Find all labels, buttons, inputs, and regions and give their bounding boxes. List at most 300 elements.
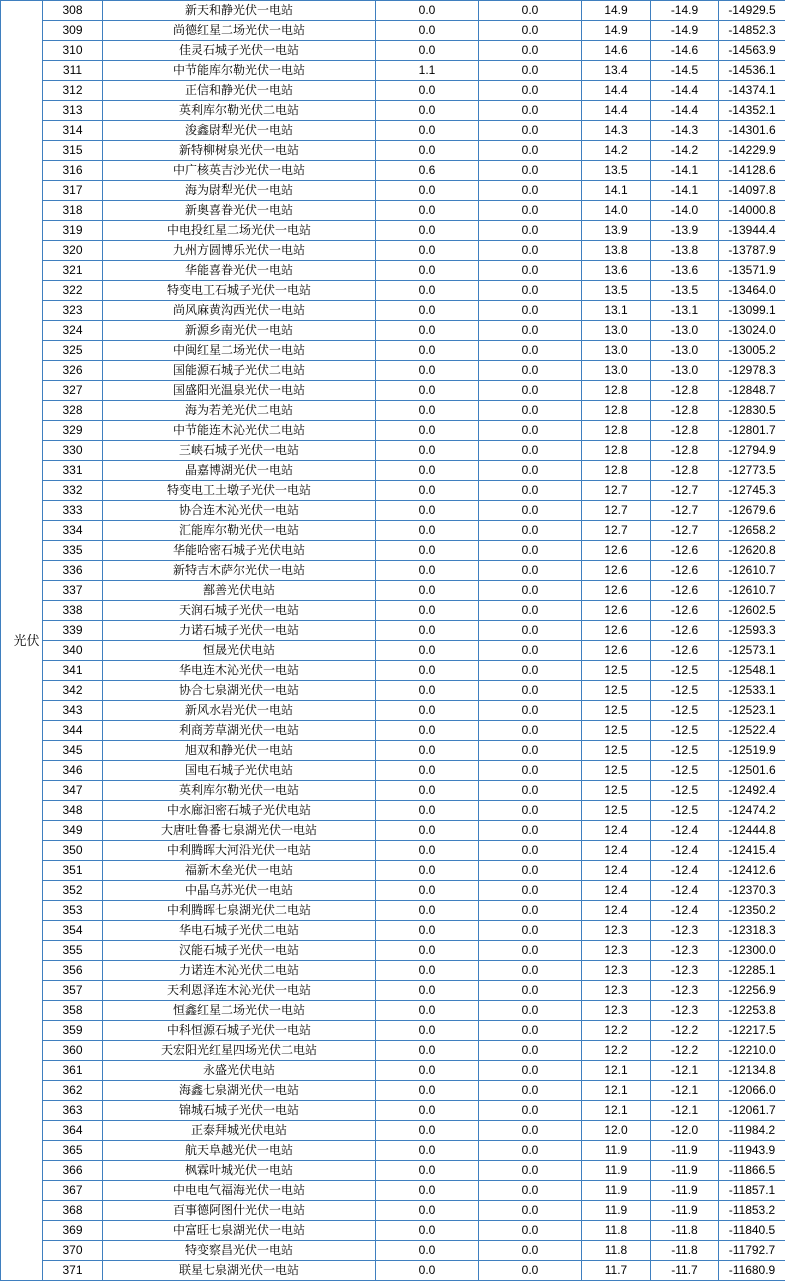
cell-value-1[interactable]: 0.0 [376, 81, 479, 101]
cell-value-3[interactable]: 12.8 [582, 381, 651, 401]
cell-index[interactable]: 312 [43, 81, 103, 101]
cell-index[interactable]: 354 [43, 921, 103, 941]
cell-value-5[interactable]: -12519.9 [719, 741, 785, 761]
cell-value-1[interactable]: 0.0 [376, 221, 479, 241]
cell-index[interactable]: 350 [43, 841, 103, 861]
cell-station-name[interactable]: 国盛阳光温泉光伏一电站 [103, 381, 376, 401]
cell-value-2[interactable]: 0.0 [479, 21, 582, 41]
cell-value-4[interactable]: -13.8 [651, 241, 719, 261]
cell-value-1[interactable]: 0.0 [376, 521, 479, 541]
cell-value-2[interactable]: 0.0 [479, 661, 582, 681]
cell-value-1[interactable]: 0.0 [376, 501, 479, 521]
cell-value-3[interactable]: 12.5 [582, 741, 651, 761]
cell-value-1[interactable]: 0.0 [376, 1081, 479, 1101]
cell-value-4[interactable]: -13.9 [651, 221, 719, 241]
table-row[interactable] [1, 1201, 785, 1221]
cell-value-4[interactable]: -11.7 [651, 1261, 719, 1281]
cell-value-1[interactable]: 0.0 [376, 801, 479, 821]
cell-value-3[interactable]: 14.6 [582, 41, 651, 61]
cell-index[interactable]: 338 [43, 601, 103, 621]
cell-value-5[interactable]: -12253.8 [719, 1001, 785, 1021]
cell-index[interactable]: 321 [43, 261, 103, 281]
cell-value-5[interactable]: -11866.5 [719, 1161, 785, 1181]
cell-index[interactable]: 316 [43, 161, 103, 181]
cell-value-1[interactable]: 0.0 [376, 621, 479, 641]
table-row[interactable] [1, 141, 785, 161]
cell-index[interactable]: 348 [43, 801, 103, 821]
cell-value-4[interactable]: -12.3 [651, 921, 719, 941]
cell-value-2[interactable]: 0.0 [479, 1161, 582, 1181]
cell-value-4[interactable]: -11.9 [651, 1161, 719, 1181]
table-row[interactable] [1, 221, 785, 241]
cell-index[interactable]: 369 [43, 1221, 103, 1241]
cell-value-5[interactable]: -11857.1 [719, 1181, 785, 1201]
cell-index[interactable]: 309 [43, 21, 103, 41]
cell-index[interactable]: 356 [43, 961, 103, 981]
cell-value-4[interactable]: -12.6 [651, 581, 719, 601]
cell-value-4[interactable]: -12.8 [651, 441, 719, 461]
cell-index[interactable]: 342 [43, 681, 103, 701]
cell-index[interactable]: 331 [43, 461, 103, 481]
cell-value-5[interactable]: -12548.1 [719, 661, 785, 681]
cell-value-2[interactable]: 0.0 [479, 381, 582, 401]
cell-value-3[interactable]: 12.8 [582, 461, 651, 481]
cell-index[interactable]: 361 [43, 1061, 103, 1081]
cell-value-2[interactable]: 0.0 [479, 561, 582, 581]
cell-value-2[interactable]: 0.0 [479, 741, 582, 761]
cell-index[interactable]: 323 [43, 301, 103, 321]
cell-index[interactable]: 314 [43, 121, 103, 141]
cell-value-2[interactable]: 0.0 [479, 461, 582, 481]
cell-station-name[interactable]: 华电石城子光伏二电站 [103, 921, 376, 941]
cell-value-3[interactable]: 12.3 [582, 981, 651, 1001]
cell-value-2[interactable]: 0.0 [479, 621, 582, 641]
cell-value-1[interactable]: 0.0 [376, 181, 479, 201]
cell-value-1[interactable]: 0.0 [376, 701, 479, 721]
cell-value-2[interactable]: 0.0 [479, 361, 582, 381]
cell-value-5[interactable]: -11984.2 [719, 1121, 785, 1141]
cell-value-5[interactable]: -12773.5 [719, 461, 785, 481]
cell-index[interactable]: 343 [43, 701, 103, 721]
cell-value-1[interactable]: 0.0 [376, 461, 479, 481]
cell-value-5[interactable]: -12217.5 [719, 1021, 785, 1041]
cell-value-1[interactable]: 0.0 [376, 361, 479, 381]
cell-value-3[interactable]: 12.6 [582, 601, 651, 621]
cell-value-5[interactable]: -12745.3 [719, 481, 785, 501]
table-row[interactable] [1, 501, 785, 521]
cell-value-1[interactable]: 0.0 [376, 961, 479, 981]
table-row[interactable] [1, 1041, 785, 1061]
cell-value-1[interactable]: 0.0 [376, 1061, 479, 1081]
cell-index[interactable]: 370 [43, 1241, 103, 1261]
cell-station-name[interactable]: 尚风麻黄沟西光伏一电站 [103, 301, 376, 321]
cell-index[interactable]: 318 [43, 201, 103, 221]
cell-value-3[interactable]: 14.9 [582, 1, 651, 21]
cell-value-2[interactable]: 0.0 [479, 321, 582, 341]
cell-station-name[interactable]: 中科恒源石城子光伏一电站 [103, 1021, 376, 1041]
cell-station-name[interactable]: 汇能库尔勒光伏一电站 [103, 521, 376, 541]
cell-index[interactable]: 336 [43, 561, 103, 581]
cell-value-3[interactable]: 11.8 [582, 1241, 651, 1261]
cell-value-3[interactable]: 11.7 [582, 1261, 651, 1281]
cell-value-4[interactable]: -12.5 [651, 721, 719, 741]
cell-value-3[interactable]: 12.8 [582, 401, 651, 421]
cell-value-1[interactable]: 0.0 [376, 821, 479, 841]
cell-value-4[interactable]: -12.8 [651, 461, 719, 481]
table-row[interactable] [1, 1101, 785, 1121]
cell-value-1[interactable]: 0.6 [376, 161, 479, 181]
cell-value-1[interactable]: 0.0 [376, 661, 479, 681]
cell-value-1[interactable]: 0.0 [376, 1, 479, 21]
cell-value-2[interactable]: 0.0 [479, 1041, 582, 1061]
cell-value-1[interactable]: 0.0 [376, 881, 479, 901]
cell-value-4[interactable]: -12.5 [651, 781, 719, 801]
table-row[interactable] [1, 441, 785, 461]
cell-index[interactable]: 352 [43, 881, 103, 901]
cell-index[interactable]: 346 [43, 761, 103, 781]
cell-value-1[interactable]: 0.0 [376, 1001, 479, 1021]
cell-station-name[interactable]: 新风水岩光伏一电站 [103, 701, 376, 721]
cell-value-4[interactable]: -12.7 [651, 481, 719, 501]
cell-value-4[interactable]: -14.4 [651, 101, 719, 121]
cell-value-2[interactable]: 0.0 [479, 161, 582, 181]
cell-station-name[interactable]: 天润石城子光伏一电站 [103, 601, 376, 621]
cell-value-3[interactable]: 12.5 [582, 681, 651, 701]
cell-value-4[interactable]: -14.9 [651, 1, 719, 21]
table-row[interactable] [1, 521, 785, 541]
cell-value-4[interactable]: -11.9 [651, 1141, 719, 1161]
cell-station-name[interactable]: 中电电气福海光伏一电站 [103, 1181, 376, 1201]
cell-value-4[interactable]: -13.6 [651, 261, 719, 281]
table-row[interactable] [1, 661, 785, 681]
cell-value-1[interactable]: 0.0 [376, 1141, 479, 1161]
cell-value-5[interactable]: -11680.9 [719, 1261, 785, 1281]
cell-value-3[interactable]: 11.9 [582, 1161, 651, 1181]
table-row[interactable] [1, 581, 785, 601]
cell-value-3[interactable]: 12.4 [582, 861, 651, 881]
cell-value-5[interactable]: -13571.9 [719, 261, 785, 281]
cell-station-name[interactable]: 中电投红星二场光伏一电站 [103, 221, 376, 241]
cell-station-name[interactable]: 天宏阳光红星四场光伏二电站 [103, 1041, 376, 1061]
cell-station-name[interactable]: 尚德红星二场光伏一电站 [103, 21, 376, 41]
table-row[interactable] [1, 801, 785, 821]
cell-value-1[interactable]: 0.0 [376, 901, 479, 921]
table-row[interactable] [1, 601, 785, 621]
cell-value-4[interactable]: -12.5 [651, 761, 719, 781]
cell-value-1[interactable]: 0.0 [376, 681, 479, 701]
cell-value-2[interactable]: 0.0 [479, 821, 582, 841]
cell-value-3[interactable]: 12.7 [582, 501, 651, 521]
cell-index[interactable]: 365 [43, 1141, 103, 1161]
cell-value-5[interactable]: -12978.3 [719, 361, 785, 381]
cell-value-2[interactable]: 0.0 [479, 1141, 582, 1161]
cell-value-5[interactable]: -14097.8 [719, 181, 785, 201]
cell-value-2[interactable]: 0.0 [479, 701, 582, 721]
cell-value-3[interactable]: 12.2 [582, 1021, 651, 1041]
cell-value-4[interactable]: -13.0 [651, 321, 719, 341]
table-row[interactable] [1, 1241, 785, 1261]
table-row[interactable] [1, 1121, 785, 1141]
cell-value-2[interactable]: 0.0 [479, 761, 582, 781]
cell-station-name[interactable]: 天利恩泽连木沁光伏一电站 [103, 981, 376, 1001]
cell-value-5[interactable]: -12350.2 [719, 901, 785, 921]
cell-station-name[interactable]: 力诺石城子光伏一电站 [103, 621, 376, 641]
cell-value-1[interactable]: 0.0 [376, 741, 479, 761]
cell-value-1[interactable]: 0.0 [376, 861, 479, 881]
table-row[interactable] [1, 401, 785, 421]
cell-value-2[interactable]: 0.0 [479, 1201, 582, 1221]
cell-value-4[interactable]: -11.9 [651, 1181, 719, 1201]
cell-station-name[interactable]: 浚鑫尉犁光伏一电站 [103, 121, 376, 141]
cell-station-name[interactable]: 特变察昌光伏一电站 [103, 1241, 376, 1261]
cell-station-name[interactable]: 特变电工石城子光伏一电站 [103, 281, 376, 301]
cell-value-3[interactable]: 12.6 [582, 641, 651, 661]
cell-station-name[interactable]: 海鑫七泉湖光伏一电站 [103, 1081, 376, 1101]
cell-value-4[interactable]: -12.4 [651, 901, 719, 921]
table-row[interactable] [1, 81, 785, 101]
cell-value-2[interactable]: 0.0 [479, 201, 582, 221]
cell-index[interactable]: 328 [43, 401, 103, 421]
cell-value-5[interactable]: -12593.3 [719, 621, 785, 641]
cell-value-5[interactable]: -14929.5 [719, 1, 785, 21]
cell-value-5[interactable]: -12801.7 [719, 421, 785, 441]
cell-value-5[interactable]: -14563.9 [719, 41, 785, 61]
cell-value-2[interactable]: 0.0 [479, 141, 582, 161]
cell-station-name[interactable]: 联星七泉湖光伏一电站 [103, 1261, 376, 1281]
cell-station-name[interactable]: 华电连木沁光伏一电站 [103, 661, 376, 681]
table-row[interactable] [1, 161, 785, 181]
cell-station-name[interactable]: 国电石城子光伏电站 [103, 761, 376, 781]
cell-value-2[interactable]: 0.0 [479, 421, 582, 441]
cell-index[interactable]: 371 [43, 1261, 103, 1281]
table-row[interactable] [1, 1, 785, 21]
cell-index[interactable]: 360 [43, 1041, 103, 1061]
table-row[interactable] [1, 1061, 785, 1081]
cell-value-1[interactable]: 0.0 [376, 101, 479, 121]
cell-value-4[interactable]: -11.8 [651, 1241, 719, 1261]
cell-value-1[interactable]: 0.0 [376, 1241, 479, 1261]
cell-value-1[interactable]: 0.0 [376, 121, 479, 141]
cell-value-1[interactable]: 0.0 [376, 1041, 479, 1061]
cell-value-3[interactable]: 12.5 [582, 761, 651, 781]
cell-value-2[interactable]: 0.0 [479, 221, 582, 241]
cell-value-1[interactable]: 0.0 [376, 721, 479, 741]
cell-index[interactable]: 364 [43, 1121, 103, 1141]
table-row[interactable] [1, 341, 785, 361]
table-row[interactable] [1, 1141, 785, 1161]
cell-value-3[interactable]: 13.9 [582, 221, 651, 241]
table-row[interactable] [1, 781, 785, 801]
cell-value-1[interactable]: 0.0 [376, 1161, 479, 1181]
cell-value-2[interactable]: 0.0 [479, 1221, 582, 1241]
cell-value-2[interactable]: 0.0 [479, 581, 582, 601]
cell-value-3[interactable]: 13.1 [582, 301, 651, 321]
cell-station-name[interactable]: 协合七泉湖光伏一电站 [103, 681, 376, 701]
cell-value-5[interactable]: -12610.7 [719, 581, 785, 601]
cell-value-3[interactable]: 12.2 [582, 1041, 651, 1061]
cell-value-4[interactable]: -11.9 [651, 1201, 719, 1221]
table-row[interactable] [1, 1261, 785, 1281]
cell-station-name[interactable]: 福新木垒光伏一电站 [103, 861, 376, 881]
cell-value-5[interactable]: -12061.7 [719, 1101, 785, 1121]
cell-value-4[interactable]: -12.4 [651, 881, 719, 901]
cell-value-3[interactable]: 12.4 [582, 901, 651, 921]
table-row[interactable] [1, 41, 785, 61]
cell-value-3[interactable]: 12.5 [582, 721, 651, 741]
cell-index[interactable]: 345 [43, 741, 103, 761]
cell-station-name[interactable]: 协合连木沁光伏一电站 [103, 501, 376, 521]
cell-station-name[interactable]: 特变电工土墩子光伏一电站 [103, 481, 376, 501]
cell-index[interactable]: 362 [43, 1081, 103, 1101]
cell-index[interactable]: 311 [43, 61, 103, 81]
cell-value-4[interactable]: -12.1 [651, 1101, 719, 1121]
cell-value-3[interactable]: 14.1 [582, 181, 651, 201]
cell-value-4[interactable]: -12.2 [651, 1021, 719, 1041]
cell-value-5[interactable]: -12848.7 [719, 381, 785, 401]
cell-station-name[interactable]: 百事德阿图什光伏一电站 [103, 1201, 376, 1221]
table-row[interactable] [1, 261, 785, 281]
cell-value-4[interactable]: -14.9 [651, 21, 719, 41]
cell-station-name[interactable]: 鄯善光伏电站 [103, 581, 376, 601]
cell-value-5[interactable]: -13464.0 [719, 281, 785, 301]
cell-index[interactable]: 359 [43, 1021, 103, 1041]
cell-value-3[interactable]: 14.9 [582, 21, 651, 41]
cell-value-1[interactable]: 0.0 [376, 541, 479, 561]
cell-value-5[interactable]: -14229.9 [719, 141, 785, 161]
cell-value-5[interactable]: -12444.8 [719, 821, 785, 841]
cell-station-name[interactable]: 中节能库尔勒光伏一电站 [103, 61, 376, 81]
table-row[interactable] [1, 1161, 785, 1181]
cell-value-5[interactable]: -14536.1 [719, 61, 785, 81]
table-row[interactable] [1, 421, 785, 441]
cell-value-4[interactable]: -12.4 [651, 861, 719, 881]
cell-station-name[interactable]: 中利腾晖大河沿光伏一电站 [103, 841, 376, 861]
cell-station-name[interactable]: 正信和静光伏一电站 [103, 81, 376, 101]
cell-index[interactable]: 367 [43, 1181, 103, 1201]
cell-value-2[interactable]: 0.0 [479, 61, 582, 81]
table-row[interactable] [1, 961, 785, 981]
cell-value-4[interactable]: -13.5 [651, 281, 719, 301]
cell-value-2[interactable]: 0.0 [479, 1121, 582, 1141]
cell-value-2[interactable]: 0.0 [479, 1181, 582, 1201]
cell-index[interactable]: 330 [43, 441, 103, 461]
cell-value-4[interactable]: -13.0 [651, 361, 719, 381]
cell-station-name[interactable]: 正泰拜城光伏电站 [103, 1121, 376, 1141]
cell-value-3[interactable]: 14.4 [582, 101, 651, 121]
cell-station-name[interactable]: 大唐吐鲁番七泉湖光伏一电站 [103, 821, 376, 841]
cell-station-name[interactable]: 新奥喜眷光伏一电站 [103, 201, 376, 221]
cell-value-2[interactable]: 0.0 [479, 961, 582, 981]
cell-value-5[interactable]: -12370.3 [719, 881, 785, 901]
cell-station-name[interactable]: 新源乡南光伏一电站 [103, 321, 376, 341]
cell-value-4[interactable]: -14.5 [651, 61, 719, 81]
cell-station-name[interactable]: 中富旺七泉湖光伏一电站 [103, 1221, 376, 1241]
table-row[interactable] [1, 721, 785, 741]
cell-value-5[interactable]: -12300.0 [719, 941, 785, 961]
cell-value-4[interactable]: -12.6 [651, 601, 719, 621]
cell-index[interactable]: 310 [43, 41, 103, 61]
cell-value-3[interactable]: 12.5 [582, 701, 651, 721]
cell-value-5[interactable]: -12066.0 [719, 1081, 785, 1101]
cell-value-4[interactable]: -14.1 [651, 181, 719, 201]
cell-value-3[interactable]: 11.9 [582, 1181, 651, 1201]
cell-value-1[interactable]: 0.0 [376, 401, 479, 421]
cell-station-name[interactable]: 华能哈密石城子光伏电站 [103, 541, 376, 561]
cell-index[interactable]: 334 [43, 521, 103, 541]
cell-value-5[interactable]: -12794.9 [719, 441, 785, 461]
cell-station-name[interactable]: 永盛光伏电站 [103, 1061, 376, 1081]
cell-value-2[interactable]: 0.0 [479, 541, 582, 561]
cell-value-5[interactable]: -12474.2 [719, 801, 785, 821]
cell-value-4[interactable]: -12.8 [651, 421, 719, 441]
cell-index[interactable]: 320 [43, 241, 103, 261]
cell-value-2[interactable]: 0.0 [479, 681, 582, 701]
cell-value-5[interactable]: -12492.4 [719, 781, 785, 801]
table-row[interactable] [1, 881, 785, 901]
cell-index[interactable]: 308 [43, 1, 103, 21]
cell-value-4[interactable]: -12.2 [651, 1041, 719, 1061]
cell-value-2[interactable]: 0.0 [479, 1061, 582, 1081]
cell-value-1[interactable]: 0.0 [376, 301, 479, 321]
cell-value-3[interactable]: 11.9 [582, 1141, 651, 1161]
table-row[interactable] [1, 1221, 785, 1241]
cell-value-3[interactable]: 12.6 [582, 561, 651, 581]
cell-value-1[interactable]: 0.0 [376, 261, 479, 281]
cell-index[interactable]: 357 [43, 981, 103, 1001]
cell-value-4[interactable]: -12.1 [651, 1081, 719, 1101]
table-row[interactable] [1, 981, 785, 1001]
cell-value-3[interactable]: 12.3 [582, 921, 651, 941]
cell-value-2[interactable]: 0.0 [479, 341, 582, 361]
cell-value-1[interactable]: 0.0 [376, 1181, 479, 1201]
cell-value-5[interactable]: -12415.4 [719, 841, 785, 861]
cell-value-5[interactable]: -13787.9 [719, 241, 785, 261]
cell-value-2[interactable]: 0.0 [479, 101, 582, 121]
cell-value-2[interactable]: 0.0 [479, 41, 582, 61]
cell-value-1[interactable]: 0.0 [376, 21, 479, 41]
cell-value-5[interactable]: -12522.4 [719, 721, 785, 741]
cell-value-3[interactable]: 14.4 [582, 81, 651, 101]
table-row[interactable] [1, 1181, 785, 1201]
cell-value-5[interactable]: -12318.3 [719, 921, 785, 941]
cell-value-2[interactable]: 0.0 [479, 801, 582, 821]
cell-value-3[interactable]: 12.7 [582, 481, 651, 501]
cell-value-3[interactable]: 13.5 [582, 281, 651, 301]
cell-value-4[interactable]: -12.3 [651, 941, 719, 961]
cell-value-3[interactable]: 13.6 [582, 261, 651, 281]
cell-value-3[interactable]: 12.3 [582, 941, 651, 961]
cell-value-1[interactable]: 0.0 [376, 241, 479, 261]
cell-value-4[interactable]: -12.5 [651, 661, 719, 681]
cell-station-name[interactable]: 航天阜越光伏一电站 [103, 1141, 376, 1161]
cell-index[interactable]: 351 [43, 861, 103, 881]
cell-value-1[interactable]: 0.0 [376, 1221, 479, 1241]
cell-value-3[interactable]: 13.4 [582, 61, 651, 81]
cell-value-5[interactable]: -12285.1 [719, 961, 785, 981]
table-row[interactable] [1, 1021, 785, 1041]
table-row[interactable] [1, 1001, 785, 1021]
cell-value-1[interactable]: 0.0 [376, 601, 479, 621]
cell-value-3[interactable]: 13.0 [582, 321, 651, 341]
cell-index[interactable]: 315 [43, 141, 103, 161]
cell-station-name[interactable]: 九州方圆博乐光伏一电站 [103, 241, 376, 261]
cell-value-2[interactable]: 0.0 [479, 401, 582, 421]
cell-index[interactable]: 355 [43, 941, 103, 961]
cell-value-3[interactable]: 11.8 [582, 1221, 651, 1241]
cell-value-1[interactable]: 0.0 [376, 141, 479, 161]
cell-value-2[interactable]: 0.0 [479, 1241, 582, 1261]
cell-value-1[interactable]: 0.0 [376, 781, 479, 801]
